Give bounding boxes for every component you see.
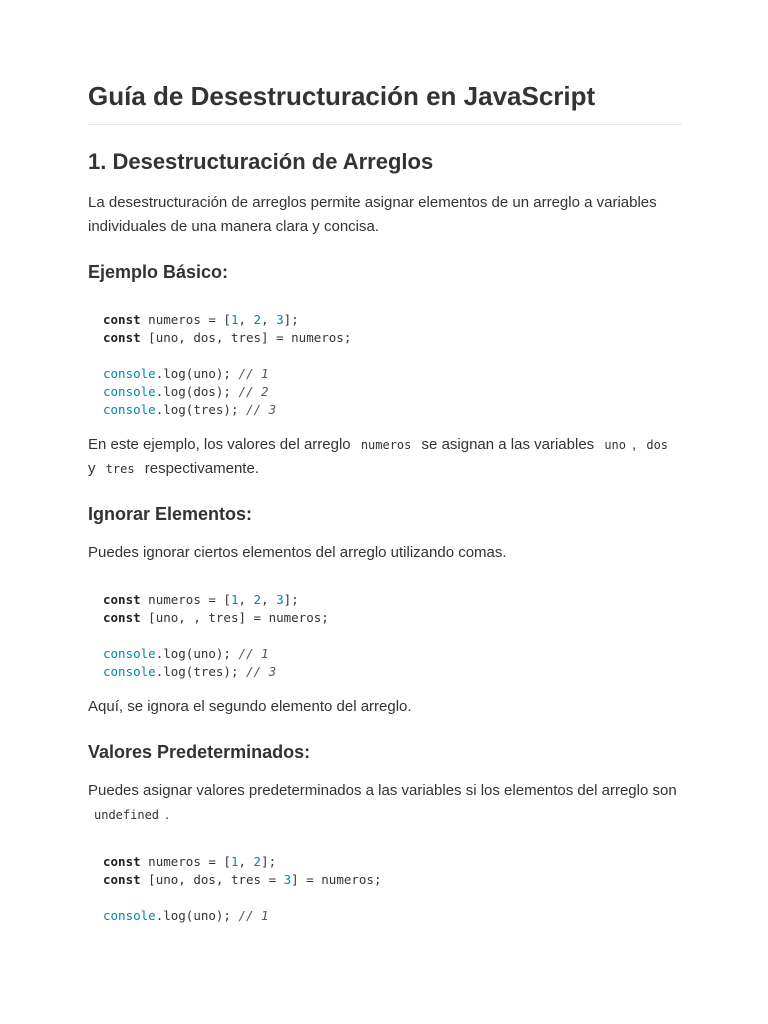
code-line: const [uno, , tres] = numeros;: [103, 610, 329, 625]
code-line: const numeros = [1, 2];: [103, 854, 277, 869]
code-line: console.log(dos); // 2: [103, 384, 269, 399]
subheading-ignore-elements: Ignorar Elementos:: [88, 504, 253, 524]
code-line: const [uno, dos, tres = 3] = numeros;: [103, 872, 382, 887]
code-line: console.log(uno); // 1: [103, 646, 269, 661]
inline-code: numeros: [360, 438, 412, 452]
code-line: console.log(tres); // 3: [103, 664, 277, 679]
basic-explanation-paragraph: En este ejemplo, los valores del arreglo numeros se asignan a las variables uno , dos y tres respectivamente.: [88, 433, 682, 481]
code-line: const [uno, dos, tres] = numeros;: [103, 330, 352, 345]
defaults-intro-paragraph: Puedes asignar valores predeterminados a las variables si los elementos del arreglo son undefined .: [88, 782, 677, 823]
ignore-intro-paragraph: Puedes ignorar ciertos elementos del arreglo utilizando comas.: [88, 544, 507, 561]
code-line: console.log(tres); // 3: [103, 402, 277, 417]
subheading-default-values: Valores Predeterminados:: [88, 742, 311, 762]
code-line: console.log(uno); // 1: [103, 366, 269, 381]
subheading-basic-example: Ejemplo Básico:: [88, 262, 229, 282]
article-content: [88, 78, 682, 925]
code-line: const numeros = [1, 2, 3];: [103, 312, 299, 327]
code-block-defaults: [88, 853, 682, 925]
section-intro-paragraph: La desestructuración de arreglos permite asignar elementos de un arreglo a variables individuales de una manera clara y concisa.: [88, 194, 657, 235]
inline-code: undefined: [94, 808, 160, 822]
ignore-explanation-paragraph: Aquí, se ignora el segundo elemento del arreglo.: [88, 698, 412, 715]
code-line: const numeros = [1, 2, 3];: [103, 592, 299, 607]
code-block-ignore: [88, 591, 682, 681]
page-title: Guía de Desestructuración en JavaScript: [88, 78, 682, 125]
inline-code: tres: [105, 462, 135, 476]
inline-code: dos: [646, 438, 669, 452]
section-heading-arrays: 1. Desestructuración de Arreglos: [88, 149, 434, 174]
code-line: console.log(uno); // 1: [103, 908, 269, 923]
code-block-basic: [88, 311, 682, 419]
inline-code: uno: [604, 438, 627, 452]
